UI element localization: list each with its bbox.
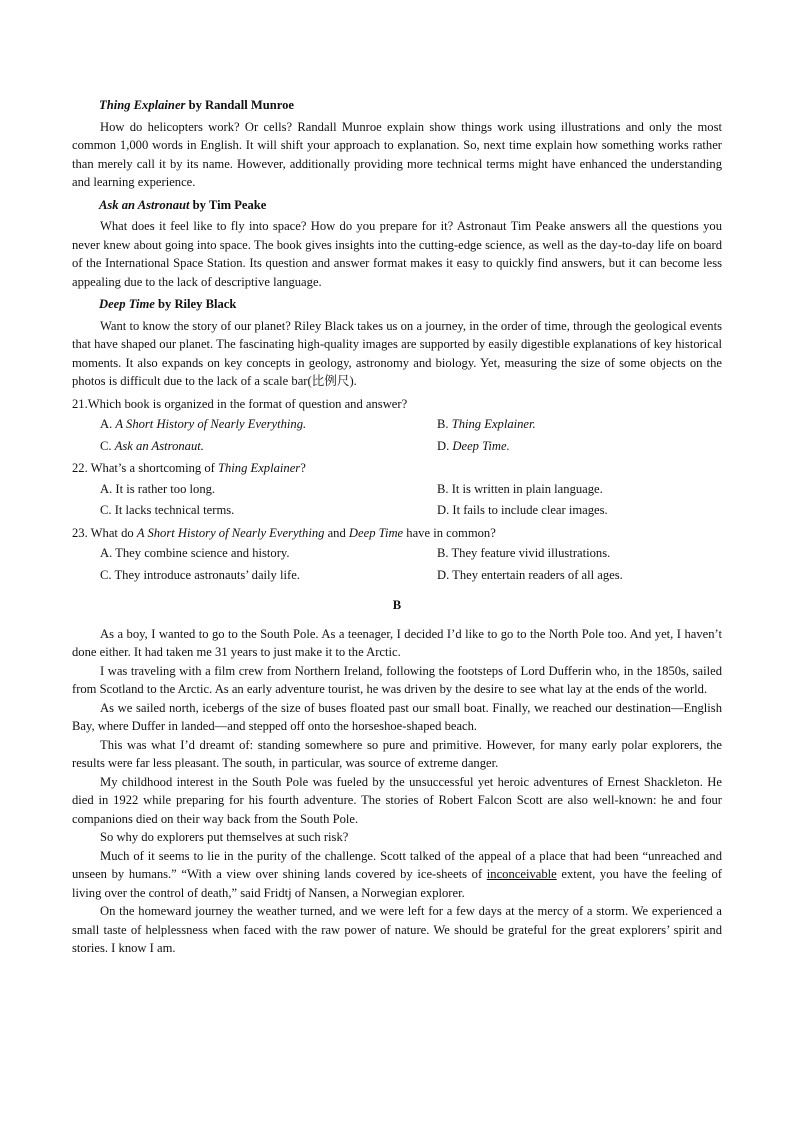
option-d[interactable]: D. Deep Time. bbox=[437, 438, 510, 453]
option-b[interactable]: B. They feature vivid illustrations. bbox=[437, 546, 611, 560]
book-review-deep-time bbox=[72, 295, 722, 391]
option-b[interactable]: B. It is written in plain language. bbox=[437, 481, 603, 496]
book-author: by Riley Black bbox=[154, 297, 237, 311]
document-page bbox=[72, 96, 722, 958]
option-d[interactable]: D. They entertain readers of all ages. bbox=[437, 567, 623, 582]
answer-options bbox=[100, 415, 722, 455]
question-stem bbox=[72, 524, 722, 543]
section-heading: B bbox=[392, 598, 402, 612]
question-stem bbox=[72, 459, 722, 478]
option-d[interactable]: D. It fails to include clear images. bbox=[437, 503, 608, 517]
paragraph-text: extent, you have the feeling of living over the control of death,” said Fridtj of Nansen, a Norwegian explorer. bbox=[72, 867, 722, 900]
book-heading bbox=[99, 96, 722, 115]
answer-options bbox=[100, 544, 722, 584]
book-heading bbox=[99, 196, 722, 215]
question-21 bbox=[72, 395, 722, 456]
stem-text: 23. What do bbox=[72, 525, 137, 540]
passage-paragraph: So why do explorers put themselves at such risk? bbox=[100, 830, 349, 844]
option-a[interactable]: A. It is rather too long. bbox=[100, 481, 216, 496]
stem-book-title: Thing Explainer bbox=[217, 461, 301, 475]
question-stem: 21.Which book is organized in the format of question and answer? bbox=[72, 396, 408, 411]
book-title: Deep Time bbox=[99, 297, 155, 311]
stem-book-title: Deep Time bbox=[348, 525, 404, 540]
stem-text: and bbox=[324, 525, 349, 540]
option-c[interactable]: C. They introduce astronauts’ daily life. bbox=[100, 567, 300, 582]
option-a[interactable]: A. A Short History of Nearly Everything. bbox=[100, 417, 307, 431]
passage-paragraph: I was traveling with a film crew from Northern Ireland, following the footsteps of Lord Dufferin who, in the 1850s, sailed from Scotland to the Arctic. As an early adventure tourist, he was driven by the desire to see what lay at the ends of the world. bbox=[72, 663, 722, 696]
option-b[interactable]: B. Thing Explainer. bbox=[437, 417, 536, 431]
passage-paragraph: This was what I’d dreamt of: standing somewhere so pure and primitive. However, for many early polar explorers, the results were far less pleasant. The south, in particular, was source of extreme danger. bbox=[72, 737, 722, 770]
passage-paragraph: As a boy, I wanted to go to the South Pole. As a teenager, I decided I’d like to go to the North Pole too. And yet, I haven’t done either. It had taken me 31 years to just make it to the Arctic. bbox=[72, 626, 722, 659]
book-review-ask-an-astronaut bbox=[72, 196, 722, 292]
stem-text: 22. What’s a shortcoming of bbox=[72, 461, 218, 475]
option-text: Deep Time. bbox=[452, 438, 510, 453]
stem-text: have in common? bbox=[403, 525, 496, 540]
book-description: What does it feel like to fly into space? How do you prepare for it? Astronaut Tim Peake answers all the questions you never knew about going into space. The book gives insights into the cutting-edge science, as well as the day-to-day life on board of the International Space Station. Its question and answer format makes it easy to quickly find answers, but it can become less appealing due to the lack of descriptive language. bbox=[72, 219, 722, 289]
book-title: Thing Explainer bbox=[99, 98, 186, 112]
question-22 bbox=[72, 459, 722, 520]
book-description: How do helicopters work? Or cells? Randall Munroe explain show things work using illustrations and only the most common 1,000 words in English. It will shift your approach to explanation. So, next time explain how something works rather than merely call it by its name. However, additionally providing more technical terms might have enhanced the understanding and learning experience. bbox=[72, 119, 722, 189]
answer-options bbox=[100, 480, 722, 520]
book-author: by Tim Peake bbox=[189, 197, 267, 212]
book-description: Want to know the story of our planet? Riley Black takes us on a journey, in the order of time, through the geological events that have shaped our planet. The fascinating high-quality images are supported by easily digestible explanations of key historical moments. It also expands on key concepts in geology, astronomy and biology. Yet, measuring the size of some objects on the photos is difficult due to the lack of a scale bar(比例尺). bbox=[72, 318, 722, 388]
book-heading bbox=[99, 295, 722, 314]
option-text: Thing Explainer. bbox=[451, 417, 536, 431]
paragraph-text: Much of it seems to lie in the purity of the challenge. Scott talked of the appeal of a place that had been “unreached and unseen by humans.” “With a view over shining lands covered by ice-sheets of bbox=[72, 848, 722, 881]
option-text: Ask an Astronaut. bbox=[114, 438, 204, 453]
underlined-word: inconceivable bbox=[486, 867, 557, 881]
option-c[interactable]: C. It lacks technical terms. bbox=[100, 503, 235, 517]
option-text: A Short History of Nearly Everything. bbox=[115, 417, 307, 431]
passage-paragraph: My childhood interest in the South Pole was fueled by the unsuccessful yet heroic adventures of Ernest Shackleton. He died in 1922 while preparing for his fourth adventure. The stories of Robert Falcon Scott are also well-known: he and four companions died on their way back from the South Pole. bbox=[72, 774, 722, 826]
stem-text: ? bbox=[300, 461, 306, 475]
question-23 bbox=[72, 524, 722, 585]
stem-book-title: A Short History of Nearly Everything bbox=[136, 525, 325, 540]
passage-paragraph: As we sailed north, icebergs of the size of buses floated past our small boat. Finally, we reached our destination—English Bay, where Duffer in landed—and stepped off onto the horseshoe-shaped beach. bbox=[72, 700, 722, 733]
book-review-thing-explainer bbox=[72, 96, 722, 192]
passage-paragraph bbox=[72, 847, 722, 903]
option-a[interactable]: A. They combine science and history. bbox=[100, 546, 290, 560]
book-title: Ask an Astronaut bbox=[99, 197, 190, 212]
book-author: by Randall Munroe bbox=[185, 98, 295, 112]
option-c[interactable]: C. Ask an Astronaut. bbox=[100, 438, 204, 453]
passage-paragraph: On the homeward journey the weather turned, and we were left for a few days at the mercy of a storm. We experienced a small taste of helplessness when faced with the raw power of nature. We should be grateful for the great explorers’ spirit and stories. I know I am. bbox=[72, 904, 722, 955]
